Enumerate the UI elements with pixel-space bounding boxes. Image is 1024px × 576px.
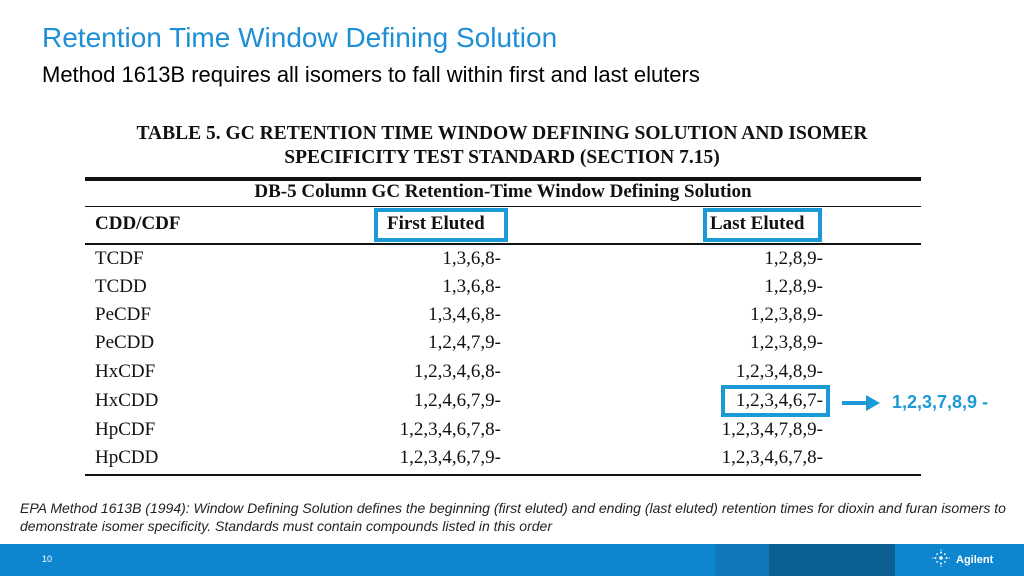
cell-first-eluted: 1,3,4,6,8- — [428, 304, 501, 325]
cell-last-eluted: 1,2,8,9- — [764, 248, 823, 269]
cell-compound: HpCDF — [95, 419, 156, 440]
cell-compound: TCDF — [95, 248, 144, 269]
cell-compound: PeCDD — [95, 332, 155, 353]
arrow-right-icon — [866, 395, 880, 411]
cell-first-eluted: 1,3,6,8- — [442, 248, 501, 269]
slide-subtitle: Method 1613B requires all isomers to fall within first and last eluters — [42, 62, 700, 87]
cell-first-eluted: 1,2,3,4,6,7,8- — [399, 419, 501, 440]
column-header-name: CDD/CDF — [95, 213, 181, 234]
agilent-spark-icon — [932, 549, 950, 572]
slide-title: Retention Time Window Defining Solution — [42, 22, 558, 53]
table-title-line1: TABLE 5. GC RETENTION TIME WINDOW DEFINING SOLUTION AND ISOMER — [136, 123, 868, 144]
last-eluted-highlight-box — [703, 208, 822, 242]
column-header-first-eluted: First Eluted — [387, 213, 485, 234]
cell-compound: HxCDD — [95, 390, 159, 411]
cell-last-eluted: 1,2,3,4,6,7- — [735, 390, 823, 411]
agilent-logo — [932, 550, 993, 570]
footnote: EPA Method 1613B (1994): Window Defining Solution defines the beginning (first eluted) and ending (last eluted) retention times for dioxin and furan isomers to demonstrate isomer specificity. Standards must contain compounds listed in this order — [20, 500, 1006, 534]
table-caption: DB-5 Column GC Retention-Time Window Defining Solution — [254, 181, 752, 202]
cell-last-eluted: 1,2,3,4,6,7,8- — [721, 447, 823, 468]
cell-first-eluted: 1,2,4,6,7,9- — [413, 390, 501, 411]
callout-text: 1,2,3,7,8,9 - — [892, 392, 989, 412]
table-title-line2: SPECIFICITY TEST STANDARD (SECTION 7.15) — [284, 147, 720, 168]
cell-compound: TCDD — [95, 276, 147, 297]
cell-last-eluted: 1,2,3,8,9- — [750, 332, 823, 353]
cell-last-eluted: 1,2,8,9- — [764, 276, 823, 297]
cell-first-eluted: 1,3,6,8- — [442, 276, 501, 297]
cell-last-eluted: 1,2,3,4,8,9- — [735, 361, 823, 382]
cell-first-eluted: 1,2,3,4,6,8- — [413, 361, 501, 382]
cell-last-eluted: 1,2,3,8,9- — [750, 304, 823, 325]
footer-accent-segment — [715, 544, 769, 576]
cell-first-eluted: 1,2,3,4,6,7,9- — [399, 447, 501, 468]
cell-first-eluted: 1,2,4,7,9- — [428, 332, 501, 353]
footer-dark-segment — [769, 544, 895, 576]
column-header-last-eluted: Last Eluted — [710, 213, 805, 234]
cell-last-eluted: 1,2,3,4,7,8,9- — [721, 419, 823, 440]
cell-compound: HxCDF — [95, 361, 156, 382]
first-eluted-highlight-box — [374, 208, 508, 242]
table-caption-rule — [85, 206, 921, 207]
cell-compound: PeCDF — [95, 304, 151, 325]
hxcdd-last-eluted-highlight-box — [721, 385, 830, 417]
table-bottom-rule — [85, 474, 921, 476]
logo-text: Agilent — [956, 554, 994, 566]
page-number: 10 — [42, 554, 53, 564]
footer-bar — [0, 544, 1024, 576]
table-title — [82, 122, 922, 170]
table-header-rule — [85, 243, 921, 245]
cell-compound: HpCDD — [95, 447, 159, 468]
